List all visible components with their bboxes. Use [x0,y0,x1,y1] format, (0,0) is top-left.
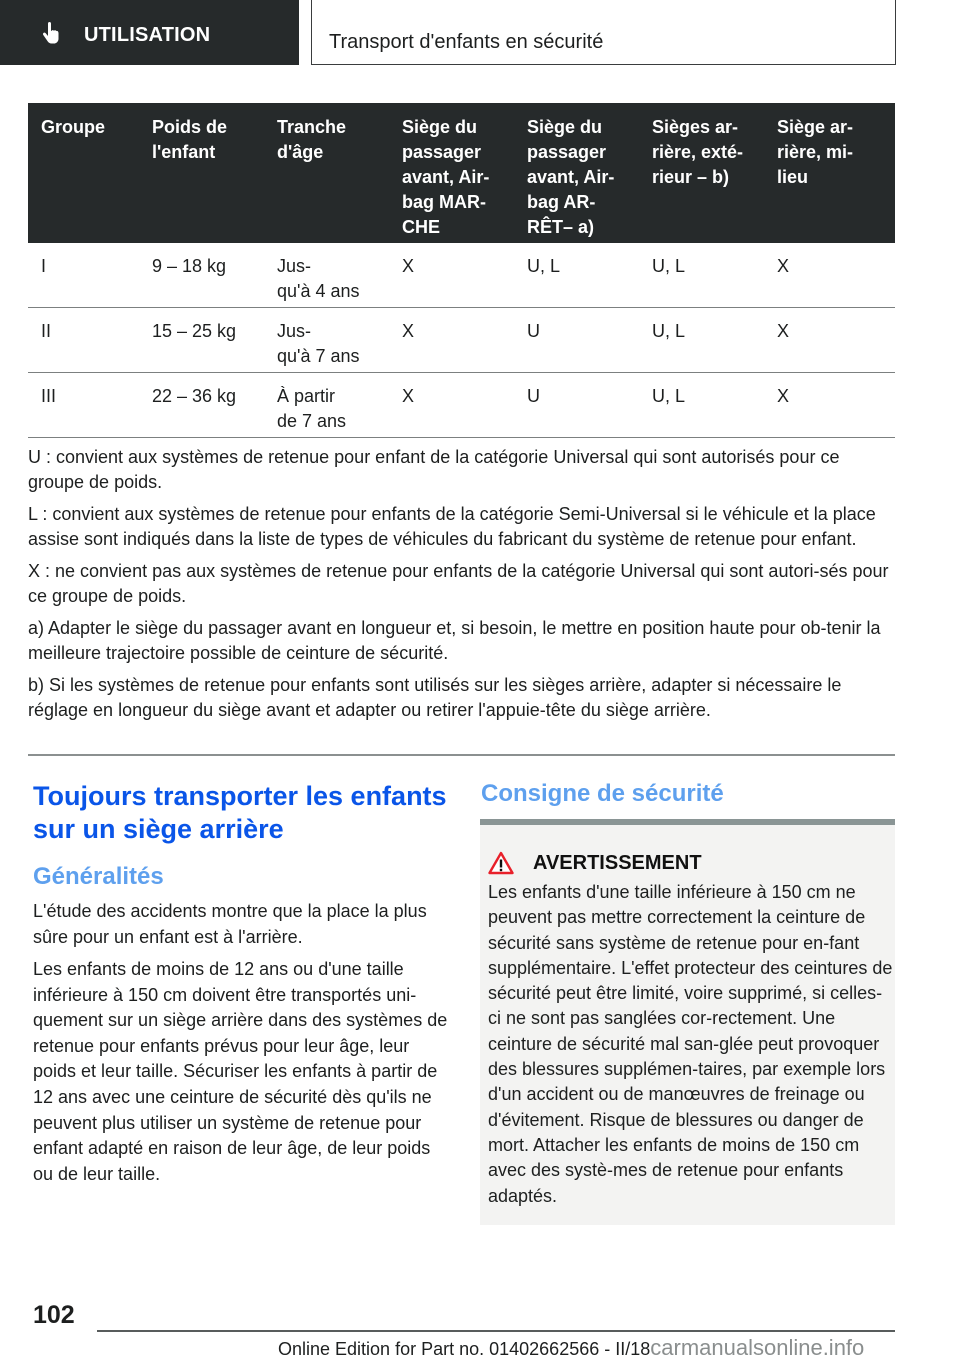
edition-text: Online Edition for Part no. 01402662566 - II/18 [278,1339,651,1359]
cell-front-airbag-off: U [527,386,540,406]
cell-rear-outer: U, L [652,386,686,406]
cell-front-airbag-on: X [402,386,415,406]
cell-rear-middle: X [777,256,790,276]
paragraph: L'étude des accidents montre que la place la plus sûre pour un enfant est à l'arrière. [33,901,427,947]
hand-pointer-icon [40,21,64,45]
page-number: 102 [33,1301,75,1329]
note-b: b) Si les systèmes de retenue pour enfants sont utilisés sur les sièges arrière, adapter si nécessaire le réglage en longueur du siège avant et adapter ou retirer l'appuie-tête du siège arrière. [28,675,842,720]
cell-weight: 22 – 36 kg [152,386,237,406]
warning-text: Les enfants d'une taille inférieure à 150 cm ne peuvent pas mettre correctement la ceinture de sécurité sans système de retenue pour en-fant supplémentaire. L'effet protecteur des ceintures de sécurité peut être limité, voire supprimé, si celles-ci ne sont pas sanglées cor-rectement. Une ceinture de sécurité mal san-glée peut provoquer des blessures supplémen-taires, par exemple lors d'un accident ou de manœuvres de freinage ou d'évitement. Risque de blessures ou danger de mort. Attacher les enfants de moins de 150 cm avec des systè-mes de retenue pour enfants adaptés. [488,882,893,1206]
column-header-age: Tranche d'âge [277,117,347,162]
note-a: a) Adapter le siège du passager avant en longueur et, si besoin, le mettre en position haute pour ob-tenir la meilleure trajectoire possible de ceinture de sécurité. [28,618,881,663]
cell-group: III [41,386,57,406]
divider [28,754,895,756]
warning-triangle-icon [488,851,514,875]
cell-age: Jus- qu'à 4 ans [277,256,360,301]
cell-age: À partir de 7 ans [277,386,347,431]
page-title: Transport d'enfants en sécurité [311,0,896,65]
table-notes [28,445,895,730]
cell-rear-outer: U, L [652,256,686,276]
warning-box [480,819,895,1225]
section-tab [0,0,299,65]
cell-weight: 15 – 25 kg [152,321,237,341]
table-row [28,373,895,438]
table-header [28,103,895,243]
column-header-rear-outer: Sièges ar- rière, exté- rieur – b) [652,117,744,187]
column-header-front-airbag-off: Siège du passager avant, Air- bag AR- RÊT– a) [527,117,615,237]
table-row [28,243,895,308]
warning-header [488,851,702,875]
watermark-link[interactable]: carmanualsonline.info [650,1335,865,1360]
child-seat-table [28,103,895,438]
cell-front-airbag-off: U [527,321,540,341]
cell-front-airbag-off: U, L [527,256,561,276]
section-heading: Toujours transporter les enfants sur un siège arrière [33,781,447,844]
section-label: UTILISATION [84,24,211,46]
subheading-generalites: Généralités [33,863,164,890]
note-l: L : convient aux systèmes de retenue pour enfants de la catégorie Semi-Universal si le véhicule et la place assise sont indiqués dans la liste de types de véhicules du fabricant du système de retenue pour enfant. [28,504,876,549]
cell-front-airbag-on: X [402,321,415,341]
cell-group: II [41,321,52,341]
note-x: X : ne convient pas aux systèmes de retenue pour enfants de la catégorie Universal qui sont autori-sés pour ce groupe de poids. [28,561,889,606]
table-row [28,308,895,373]
cell-rear-middle: X [777,321,790,341]
cell-rear-outer: U, L [652,321,686,341]
cell-age: Jus- qu'à 7 ans [277,321,360,366]
footer-divider [97,1330,895,1332]
warning-title: AVERTISSEMENT [533,851,702,874]
note-u: U : convient aux systèmes de retenue pour enfant de la catégorie Universal qui sont autorisés pour ce groupe de poids. [28,447,840,492]
column-header-groupe: Groupe [41,117,106,137]
column-header-front-airbag-on: Siège du passager avant, Air- bag MAR- CHE [402,117,490,237]
cell-weight: 9 – 18 kg [152,256,227,276]
column-header-rear-middle: Siège ar- rière, mi- lieu [777,117,854,187]
column-header-weight: Poids de l'enfant [152,117,228,162]
paragraph: Les enfants de moins de 12 ans ou d'une taille inférieure à 150 cm doivent être transportés uni-quement sur un siège arrière dans des systèmes de retenue pour enfants prévus pour leur âge, leur poids et leur taille. Sécuriser les enfants à partir de 12 ans avec une ceinture de sécurité dès qu'ils ne peuvent plus utiliser un système de retenue pour enfant adapté en raison de leur âge, de leur poids ou de leur taille. [33,959,448,1184]
cell-rear-middle: X [777,386,790,406]
safety-heading: Consigne de sécurité [481,780,724,807]
cell-front-airbag-on: X [402,256,415,276]
cell-group: I [41,256,47,276]
footer [278,1335,864,1361]
